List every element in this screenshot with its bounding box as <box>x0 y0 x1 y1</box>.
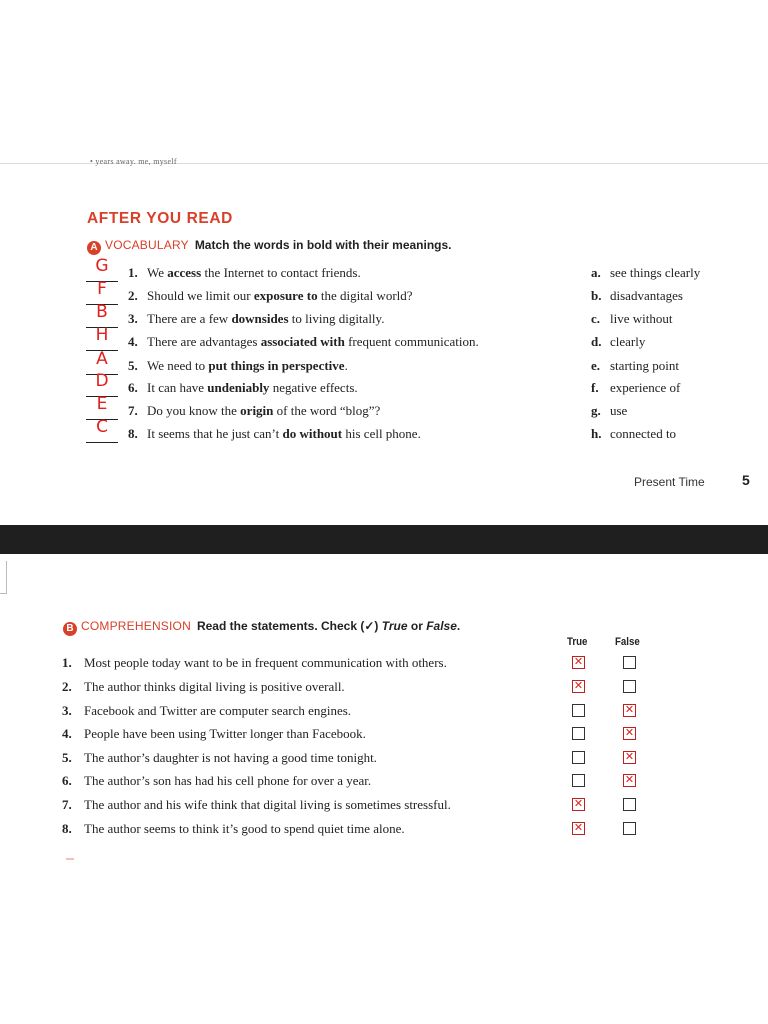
true-checkbox[interactable] <box>572 656 585 669</box>
item-number: 7. <box>128 403 138 418</box>
page-number: 5 <box>742 472 750 488</box>
meaning-text: clearly <box>610 334 646 349</box>
item-number: 2. <box>128 288 138 303</box>
statement-text: The author’s daughter is not having a good time tonight. <box>84 750 377 765</box>
item-number: 8. <box>128 426 138 441</box>
statement-row <box>0 773 768 795</box>
false-checkbox[interactable] <box>623 751 636 764</box>
statement-text: The author’s son has had his cell phone for over a year. <box>84 773 372 788</box>
item-sentence: It can have undeniably negative effects. <box>147 380 358 395</box>
statement-text: The author seems to think it’s good to spend quiet time alone. <box>84 821 405 836</box>
statement-text: The author and his wife think that digital living is sometimes stressful. <box>84 797 451 812</box>
handwritten-answer: H <box>95 325 109 345</box>
meaning-letter: d. <box>591 334 602 349</box>
statement-text: Most people today want to be in frequent communication with others. <box>84 655 447 670</box>
meaning-text: disadvantages <box>610 288 683 303</box>
cut-off-text: • years away. me, myself <box>90 157 177 166</box>
handwritten-answer: C <box>96 417 108 437</box>
meaning-letter: e. <box>591 358 601 373</box>
item-number: 6. <box>128 380 138 395</box>
item-sentence: It seems that he just can’t do without his cell phone. <box>147 426 421 441</box>
section-b-label: COMPREHENSION <box>81 619 191 633</box>
section-b-instruction: Read the statements. Check (✓) True or False. <box>196 619 461 633</box>
false-checkbox[interactable] <box>623 704 636 717</box>
false-checkbox[interactable] <box>623 656 636 669</box>
statement-row <box>0 655 768 677</box>
statement-number: 7. <box>62 797 72 812</box>
item-sentence: There are advantages associated with frequent communication. <box>147 334 479 349</box>
item-number: 4. <box>128 334 138 349</box>
section-a-instruction: Match the words in bold with their meanings. <box>194 238 452 252</box>
false-checkbox[interactable] <box>623 727 636 740</box>
true-checkbox[interactable] <box>572 751 585 764</box>
item-number: 5. <box>128 358 138 373</box>
statement-row <box>0 797 768 819</box>
statement-number: 2. <box>62 679 72 694</box>
meaning-text: experience of <box>610 380 681 395</box>
statement-number: 8. <box>62 821 72 836</box>
meaning-text: see things clearly <box>610 265 701 280</box>
handwritten-answer: D <box>95 371 109 391</box>
handwritten-answer: B <box>96 302 108 322</box>
meaning-text: live without <box>610 311 673 326</box>
vocab-item <box>0 417 768 444</box>
meaning-letter: f. <box>591 380 599 395</box>
meaning-letter: c. <box>591 311 601 326</box>
false-checkbox[interactable] <box>623 680 636 693</box>
meaning-text: use <box>610 403 628 418</box>
statement-row <box>0 821 768 843</box>
page-separator-band <box>0 525 768 554</box>
true-checkbox[interactable] <box>572 822 585 835</box>
statement-row <box>0 750 768 772</box>
section-b-badge: B <box>63 622 77 636</box>
statement-number: 3. <box>62 703 72 718</box>
meaning-text: starting point <box>610 358 679 373</box>
page-edge-tab <box>0 561 7 594</box>
statement-text: People have been using Twitter longer than Facebook. <box>84 726 366 741</box>
meaning-letter: b. <box>591 288 602 303</box>
true-column-header: True <box>567 636 588 648</box>
true-checkbox[interactable] <box>572 680 585 693</box>
stray-mark <box>66 858 74 860</box>
item-sentence: We need to put things in perspective. <box>147 358 348 373</box>
section-a-badge: A <box>87 241 101 255</box>
statement-row <box>0 726 768 748</box>
handwritten-answer: E <box>96 394 108 414</box>
statement-number: 6. <box>62 773 72 788</box>
true-checkbox[interactable] <box>572 798 585 811</box>
statement-number: 1. <box>62 655 72 670</box>
item-number: 1. <box>128 265 138 280</box>
statement-row <box>0 679 768 701</box>
section-b-header <box>63 619 460 636</box>
true-checkbox[interactable] <box>572 774 585 787</box>
handwritten-answer: F <box>97 279 107 299</box>
false-checkbox[interactable] <box>623 798 636 811</box>
false-checkbox[interactable] <box>623 822 636 835</box>
section-a-label: VOCABULARY <box>105 238 189 252</box>
true-checkbox[interactable] <box>572 727 585 740</box>
item-sentence: Should we limit our exposure to the digital world? <box>147 288 413 303</box>
meaning-letter: h. <box>591 426 602 441</box>
section-a-header <box>87 238 452 255</box>
item-sentence: There are a few downsides to living digitally. <box>147 311 385 326</box>
handwritten-answer: A <box>96 349 108 369</box>
meaning-letter: a. <box>591 265 601 280</box>
after-you-read-heading: AFTER YOU READ <box>87 210 233 227</box>
item-sentence: Do you know the origin of the word “blog”? <box>147 403 381 418</box>
statement-number: 5. <box>62 750 72 765</box>
meaning-text: connected to <box>610 426 677 441</box>
meaning-letter: g. <box>591 403 601 418</box>
true-checkbox[interactable] <box>572 704 585 717</box>
false-checkbox[interactable] <box>623 774 636 787</box>
item-sentence: We access the Internet to contact friends. <box>147 265 361 280</box>
false-column-header: False <box>615 636 640 648</box>
statement-text: Facebook and Twitter are computer search engines. <box>84 703 352 718</box>
statement-number: 4. <box>62 726 72 741</box>
handwritten-answer: G <box>95 256 109 276</box>
statement-row <box>0 703 768 725</box>
footer-section-label: Present Time <box>634 475 705 489</box>
statement-text: The author thinks digital living is positive overall. <box>84 679 345 694</box>
item-number: 3. <box>128 311 138 326</box>
